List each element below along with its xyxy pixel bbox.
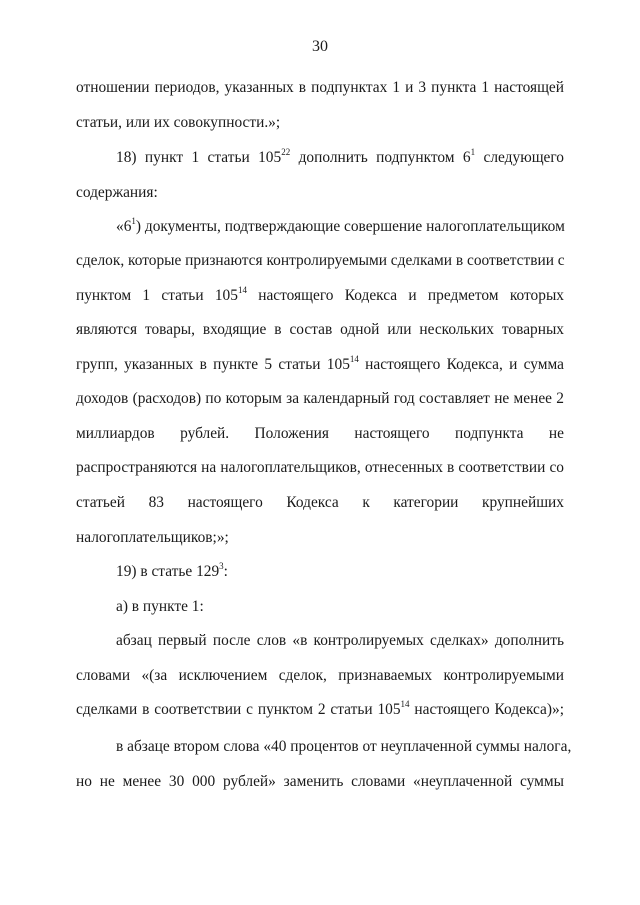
text-span: : xyxy=(223,563,228,580)
text-span: настоящего Кодекса и предметом которых xyxy=(246,287,564,304)
text-line: а) в пункте 1: xyxy=(116,598,204,615)
text-line: но не менее 30 000 рублей» заменить словами «неуплаченной суммы xyxy=(76,773,564,790)
text-line: статьи, или их совокупности.»; xyxy=(76,114,281,131)
text-line xyxy=(116,217,564,237)
text-span: настоящего Кодекса, и сумма xyxy=(358,356,564,373)
text-span: групп, указанных в пункте 5 статьи 105 xyxy=(76,356,350,373)
text-line: сделок, которые признаются контролируемыми сделками в соответствии с xyxy=(76,252,565,269)
text-span: 19) в статье 129 xyxy=(116,563,220,580)
superscript: 14 xyxy=(237,284,247,295)
text-line xyxy=(116,562,564,582)
text-span: ) документы, подтверждающие совершение налогоплательщиком xyxy=(135,218,565,235)
text-line: налогоплательщиков;»; xyxy=(76,529,229,546)
superscript: 14 xyxy=(349,353,359,364)
text-line xyxy=(76,700,564,720)
text-span: «6 xyxy=(116,218,132,235)
text-line: отношении периодов, указанных в подпунктах 1 и 3 пункта 1 настоящей xyxy=(76,79,564,96)
superscript: 1 xyxy=(131,215,136,226)
text-line: в абзаце втором слова «40 процентов от неуплаченной суммы налога, xyxy=(116,738,572,755)
text-span: настоящего Кодекса)»; xyxy=(409,701,564,718)
text-span: сделками в соответствии с пунктом 2 статьи 105 xyxy=(76,701,401,718)
text-line: являются товары, входящие в состав одной или нескольких товарных xyxy=(76,321,564,338)
text-line xyxy=(76,286,564,306)
text-line: содержания: xyxy=(76,184,158,201)
text-span: 18) пункт 1 статьи 105 xyxy=(116,149,282,166)
text-line: статьей 83 настоящего Кодекса к категории крупнейших xyxy=(76,494,564,511)
superscript: 1 xyxy=(470,146,476,157)
page-number: 30 xyxy=(312,38,328,55)
text-line: абзац первый после слов «в контролируемых сделках» дополнить xyxy=(116,632,564,649)
superscript: 14 xyxy=(400,698,410,709)
text-line: миллиардов рублей. Положения настоящего подпункта не xyxy=(76,425,564,442)
superscript: 3 xyxy=(219,560,224,571)
text-span: следующего xyxy=(475,149,564,166)
text-line: распространяются на налогоплательщиков, отнесенных в соответствии со xyxy=(76,459,564,476)
superscript: 22 xyxy=(281,146,291,157)
text-line xyxy=(116,148,564,168)
text-span: дополнить подпунктом 6 xyxy=(290,149,471,166)
text-span: пунктом 1 статьи 105 xyxy=(76,287,238,304)
text-line: доходов (расходов) по которым за календарный год составляет не менее 2 xyxy=(76,390,564,407)
text-line: словами «(за исключением сделок, признаваемых контролируемыми xyxy=(76,667,564,684)
text-line xyxy=(76,355,564,375)
